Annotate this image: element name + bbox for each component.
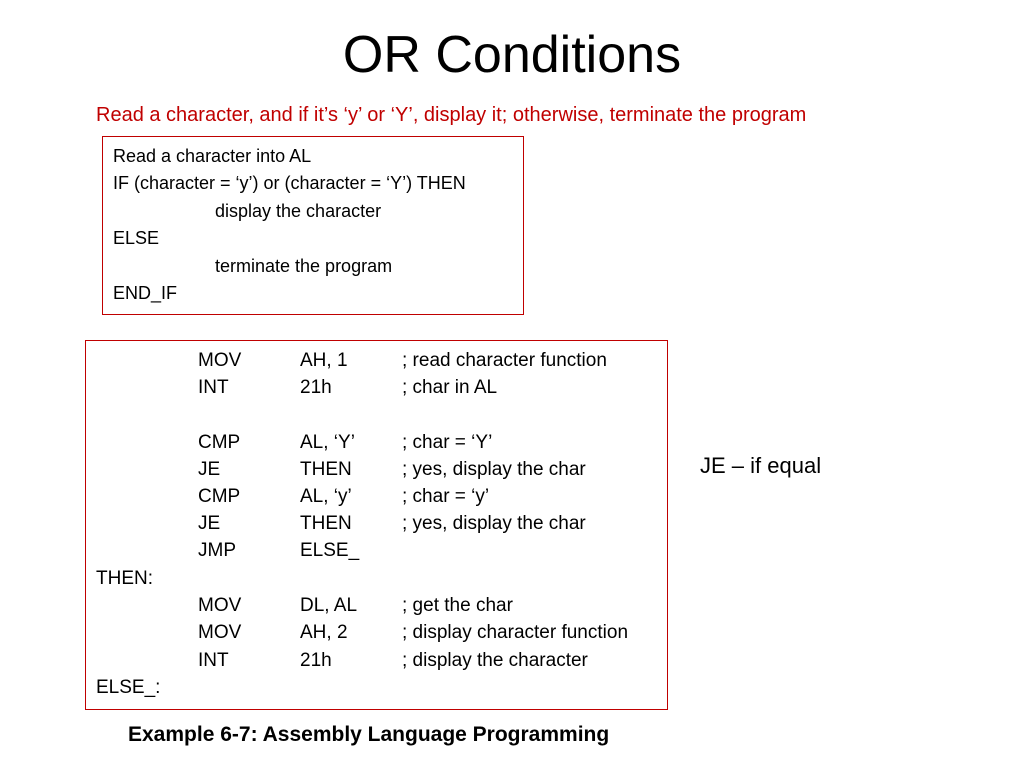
pseudocode-line: IF (character = ‘y’) or (character = ‘Y’) THEN xyxy=(113,173,466,193)
code-comment: ; char in AL xyxy=(402,377,498,398)
code-opcode: JMP xyxy=(198,540,236,561)
code-opcode: JE xyxy=(198,459,221,480)
code-operands: THEN xyxy=(300,513,352,534)
code-opcode: JE xyxy=(198,513,221,534)
code-comment: ; char = ‘Y’ xyxy=(402,432,493,453)
pseudocode-line: ELSE xyxy=(113,228,160,248)
code-comment: ; read character function xyxy=(402,350,607,371)
code-label: THEN: xyxy=(96,568,153,589)
code-comment: ; get the char xyxy=(402,595,513,616)
code-operands: 21h xyxy=(300,650,332,671)
code-comment: ; yes, display the char xyxy=(402,513,586,534)
code-opcode: CMP xyxy=(198,486,241,507)
je-note: JE – if equal xyxy=(700,453,822,478)
code-operands: DL, AL xyxy=(300,595,358,616)
assembly-code-box xyxy=(85,340,668,710)
pseudocode-line: Read a character into AL xyxy=(113,146,312,166)
code-opcode: INT xyxy=(198,377,229,398)
code-operands: THEN xyxy=(300,459,352,480)
code-opcode: MOV xyxy=(198,350,242,371)
code-operands: 21h xyxy=(300,377,332,398)
slide-subtitle: Read a character, and if it’s ‘y’ or ‘Y’, display it; otherwise, terminate the program xyxy=(96,104,807,126)
code-label: ELSE_: xyxy=(96,677,161,698)
code-opcode: MOV xyxy=(198,595,242,616)
pseudocode-box xyxy=(102,136,524,315)
code-opcode: MOV xyxy=(198,622,242,643)
code-operands: AL, ‘y’ xyxy=(300,486,352,507)
code-comment: ; char = ‘y’ xyxy=(402,486,490,507)
pseudocode-line: END_IF xyxy=(113,283,178,303)
code-operands: AL, ‘Y’ xyxy=(300,432,355,453)
code-comment: ; yes, display the char xyxy=(402,459,586,480)
code-operands: AH, 1 xyxy=(300,350,348,371)
code-operands: ELSE_ xyxy=(300,540,360,561)
pseudocode-line: display the character xyxy=(215,201,382,221)
code-opcode: CMP xyxy=(198,432,241,453)
code-comment: ; display the character xyxy=(402,650,588,671)
code-opcode: INT xyxy=(198,650,229,671)
code-operands: AH, 2 xyxy=(300,622,348,643)
slide-title: OR Conditions xyxy=(342,26,682,84)
example-caption: Example 6-7: Assembly Language Programming xyxy=(128,723,610,746)
pseudocode-line: terminate the program xyxy=(215,256,393,276)
code-comment: ; display character function xyxy=(402,622,629,643)
